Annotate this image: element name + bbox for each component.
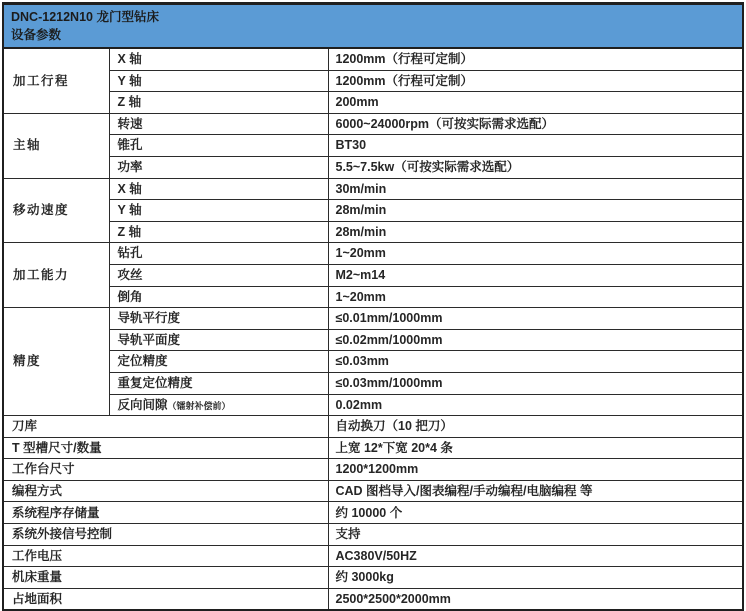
param-value: ≤0.03mm	[328, 351, 743, 373]
param-value: 2500*2500*2000mm	[328, 588, 743, 610]
spec-row	[3, 545, 743, 567]
param-label: Z 轴	[109, 221, 328, 243]
param-value: 200mm	[328, 92, 743, 114]
spec-row	[3, 48, 743, 70]
page-subtitle: 设备参数	[11, 28, 62, 42]
param-value: BT30	[328, 135, 743, 157]
param-value: 28m/min	[328, 200, 743, 222]
param-label-with-note	[109, 394, 328, 416]
spec-row	[3, 200, 743, 222]
param-label: Y 轴	[109, 200, 328, 222]
param-label: 导轨平行度	[109, 308, 328, 330]
param-value: 1200*1200mm	[328, 459, 743, 481]
param-value: CAD 图档导入/图表编程/手动编程/电脑编程 等	[328, 480, 743, 502]
param-value: ≤0.02mm/1000mm	[328, 329, 743, 351]
param-value: 1200mm（行程可定制）	[328, 70, 743, 92]
param-value: 1~20mm	[328, 286, 743, 308]
param-label: 机床重量	[3, 567, 328, 589]
spec-row	[3, 70, 743, 92]
param-label: 攻丝	[109, 264, 328, 286]
param-value: 1~20mm	[328, 243, 743, 265]
spec-row	[3, 92, 743, 114]
category-cell: 加工能力	[3, 243, 109, 308]
category-cell: 移动速度	[3, 178, 109, 243]
param-label: Z 轴	[109, 92, 328, 114]
param-label: Y 轴	[109, 70, 328, 92]
spec-row	[3, 372, 743, 394]
spec-row	[3, 524, 743, 546]
param-value: 上宽 12*下宽 20*4 条	[328, 437, 743, 459]
spec-row	[3, 394, 743, 416]
spec-row	[3, 502, 743, 524]
spec-table	[2, 2, 744, 611]
spec-row	[3, 135, 743, 157]
spec-row	[3, 178, 743, 200]
spec-row	[3, 416, 743, 438]
spec-sheet	[2, 2, 744, 611]
param-label: 工作台尺寸	[3, 459, 328, 481]
param-value: ≤0.03mm/1000mm	[328, 372, 743, 394]
table-header	[3, 4, 743, 49]
spec-row	[3, 286, 743, 308]
spec-row	[3, 588, 743, 610]
param-value: ≤0.01mm/1000mm	[328, 308, 743, 330]
param-label: 重复定位精度	[109, 372, 328, 394]
param-label: 反向间隙	[117, 397, 168, 412]
param-label: 占地面积	[3, 588, 328, 610]
param-label: 工作电压	[3, 545, 328, 567]
param-label: T 型槽尺寸/数量	[3, 437, 328, 459]
param-value: AC380V/50HZ	[328, 545, 743, 567]
param-value: 1200mm（行程可定制）	[328, 48, 743, 70]
param-label-note: （镭射补偿前）	[167, 400, 231, 411]
param-label: 转速	[109, 113, 328, 135]
spec-row	[3, 351, 743, 373]
spec-row	[3, 221, 743, 243]
param-value: 5.5~7.5kw（可按实际需求选配）	[328, 156, 743, 178]
param-label: X 轴	[109, 48, 328, 70]
param-label: 编程方式	[3, 480, 328, 502]
category-cell: 精度	[3, 308, 109, 416]
param-label: 导轨平面度	[109, 329, 328, 351]
spec-row	[3, 459, 743, 481]
spec-row	[3, 243, 743, 265]
param-value: 0.02mm	[328, 394, 743, 416]
table-header-cell	[3, 4, 743, 49]
param-label: 锥孔	[109, 135, 328, 157]
param-value: M2~m14	[328, 264, 743, 286]
param-label: 功率	[109, 156, 328, 178]
param-label: 系统程序存储量	[3, 502, 328, 524]
param-value: 30m/min	[328, 178, 743, 200]
spec-row	[3, 308, 743, 330]
spec-row	[3, 437, 743, 459]
param-label: 刀库	[3, 416, 328, 438]
param-label: 系统外接信号控制	[3, 524, 328, 546]
param-value: 约 3000kg	[328, 567, 743, 589]
param-label: X 轴	[109, 178, 328, 200]
param-value: 28m/min	[328, 221, 743, 243]
param-label: 钻孔	[109, 243, 328, 265]
spec-row	[3, 113, 743, 135]
category-cell: 加工行程	[3, 48, 109, 113]
param-label: 定位精度	[109, 351, 328, 373]
spec-row	[3, 329, 743, 351]
spec-row	[3, 567, 743, 589]
spec-row	[3, 480, 743, 502]
param-value: 约 10000 个	[328, 502, 743, 524]
category-cell: 主轴	[3, 113, 109, 178]
page-title: DNC-1212N10 龙门型钻床	[11, 10, 159, 24]
spec-row	[3, 264, 743, 286]
param-label: 倒角	[109, 286, 328, 308]
param-value: 6000~24000rpm（可按实际需求选配）	[328, 113, 743, 135]
spec-row	[3, 156, 743, 178]
param-value: 自动换刀（10 把刀）	[328, 416, 743, 438]
param-value: 支持	[328, 524, 743, 546]
